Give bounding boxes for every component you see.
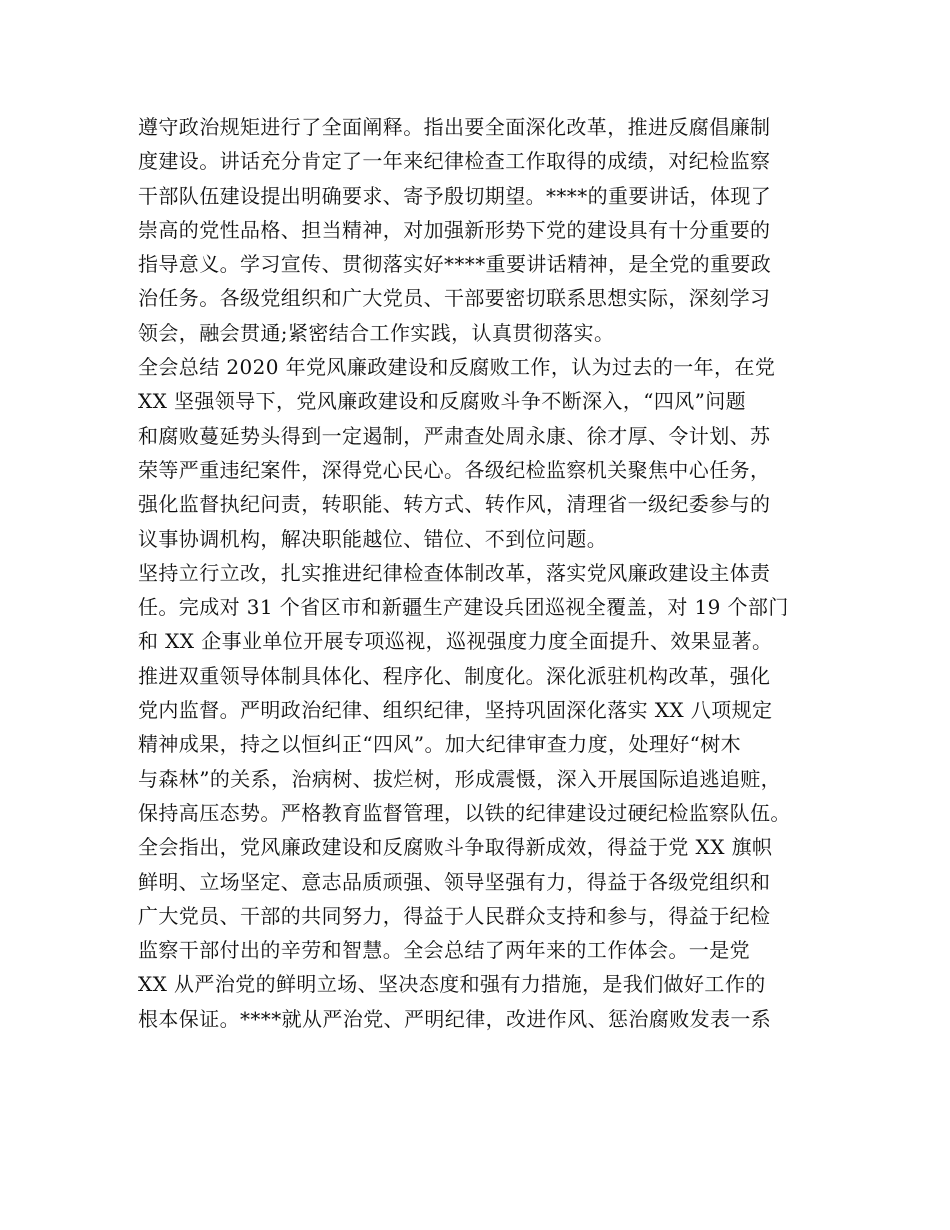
text-line: 广大党员、干部的共同努力，得益于人民群众支持和参与，得益于纪检 [138, 903, 771, 928]
text-line: 议事协调机构，解决职能越位、错位、不到位问题。 [138, 526, 608, 551]
text-line: 荣等严重违纪案件，深得党心民心。各级纪检监察机关聚焦中心任务， [138, 457, 771, 482]
text-line: 指导意义。学习宣传、贯彻落实好****重要讲话精神，是全党的重要政 [138, 252, 772, 277]
document-body [138, 110, 828, 1036]
text-line: 强化监督执纪问责，转职能、转方式、转作风，清理省一级纪委参与的 [138, 492, 771, 517]
text-line: 监察干部付出的辛劳和智慧。全会总结了两年来的工作体会。一是党 [138, 938, 750, 963]
text-line: 精神成果，持之以恒纠正“四风”。加大纪律审查力度，处理好“树木 [138, 732, 742, 757]
text-line: 治任务。各级党组织和广大党员、干部要密切联系思想实际，深刻学习 [138, 286, 771, 311]
text-line: 崇高的党性品格、担当精神，对加强新形势下党的建设具有十分重要的 [138, 217, 771, 242]
text-line: 和 XX 企事业单位开展专项巡视，巡视强度力度全面提升、效果显著。 [138, 629, 773, 654]
text-line: 全会指出，党风廉政建设和反腐败斗争取得新成效，得益于党 XX 旗帜 [138, 835, 773, 860]
text-line: XX 坚强领导下，党风廉政建设和反腐败斗争不断深入，“四风”问题 [138, 389, 747, 414]
text-line: 领会，融会贯通;紧密结合工作实践，认真贯彻落实。 [138, 320, 615, 345]
text-line: 和腐败蔓延势头得到一定遏制，严肃查处周永康、徐才厚、令计划、苏 [138, 423, 771, 448]
text-line: 坚持立行立改，扎实推进纪律检查体制改革，落实党风廉政建设主体责 [138, 560, 771, 585]
text-line: 党内监督。严明政治纪律、组织纪律，坚持巩固深化落实 XX 八项规定 [138, 698, 773, 723]
text-line: 与森林”的关系，治病树、拔烂树，形成震慑，深入开展国际追逃追赃， [138, 766, 782, 791]
text-line: 根本保证。****就从严治党、严明纪律，改进作风、惩治腐败发表一系 [138, 1006, 772, 1031]
text-line: XX 从严治党的鲜明立场、坚决态度和强有力措施，是我们做好工作的 [138, 972, 766, 997]
text-line: 度建设。讲话充分肯定了一年来纪律检查工作取得的成绩，对纪检监察 [138, 149, 771, 174]
text-line: 鲜明、立场坚定、意志品质顽强、领导坚强有力，得益于各级党组织和 [138, 869, 771, 894]
text-line: 推进双重领导体制具体化、程序化、制度化。深化派驻机构改革，强化 [138, 663, 771, 688]
text-line: 任。完成对 31 个省区市和新疆生产建设兵团巡视全覆盖，对 19 个部门 [138, 595, 789, 620]
text-line: 全会总结 2020 年党风廉政建设和反腐败工作，认为过去的一年，在党 [138, 355, 776, 380]
text-line: 遵守政治规矩进行了全面阐释。指出要全面深化改革，推进反腐倡廉制 [138, 115, 771, 139]
text-line: 保持高压态势。严格教育监督管理，以铁的纪律建设过硬纪检监察队伍。 [138, 800, 791, 825]
text-line: 干部队伍建设提出明确要求、寄予殷切期望。****的重要讲话，体现了 [138, 183, 772, 208]
